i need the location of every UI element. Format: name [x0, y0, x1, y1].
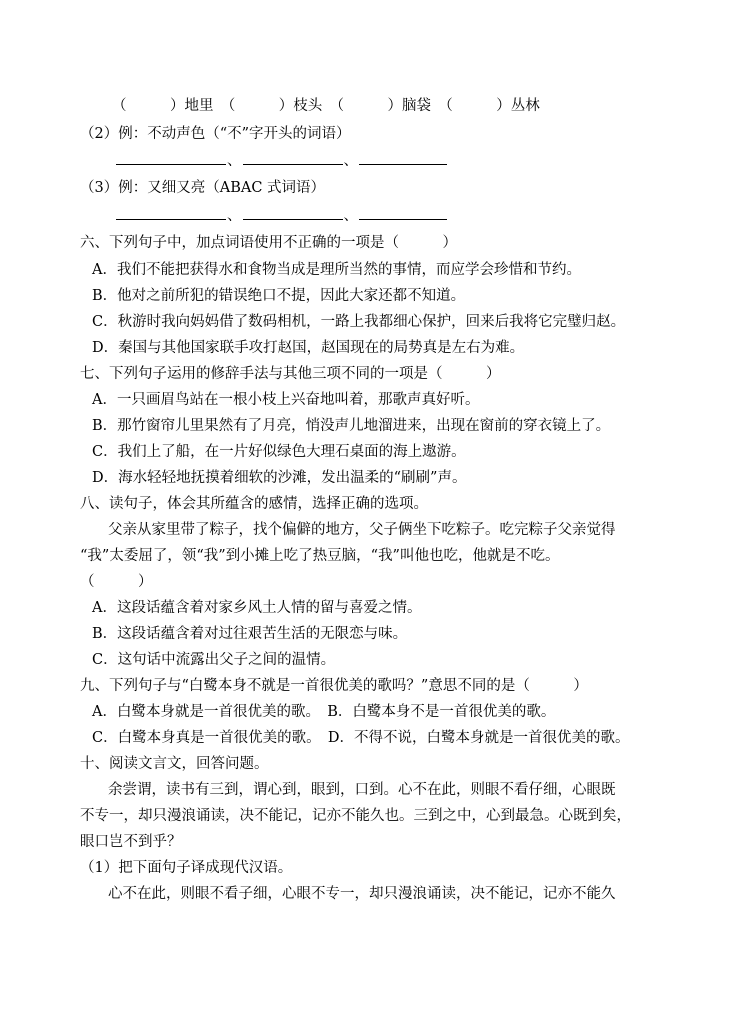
q9-stem: 九、下列句子与“白鹭本身不就是一首很优美的歌吗？”意思不同的是（ ）: [80, 678, 588, 694]
q8-option-a: A．这段话蕴含着对家乡风土人情的留与喜爱之情。: [92, 600, 422, 616]
q8-option-c: C．这句话中流露出父子之间的温情。: [92, 652, 336, 668]
answer-blank[interactable]: [116, 150, 226, 165]
q5-sub2-blanks: [116, 150, 447, 171]
q5-sub2-label: （2）例：不动声色（“不”字开头的词语）: [80, 126, 351, 142]
answer-blank[interactable]: [243, 205, 343, 220]
answer-blank[interactable]: [116, 205, 226, 220]
blank-separator: 、: [343, 208, 358, 224]
q10-passage-line1: 余尝谓，读书有三到，谓心到，眼到，口到。心不在此，则眼不看仔细，心眼既: [108, 782, 616, 798]
q10-stem: 十、阅读文言文，回答问题。: [80, 756, 269, 772]
q8-stem: 八、读句子，体会其所蕴含的感情，选择正确的选项。: [80, 496, 428, 512]
q10-passage-line2: 不专一，却只漫浪诵读，决不能记，记亦不能久也。三到之中，心到最急。心既到矣，: [80, 808, 631, 824]
answer-blank[interactable]: [359, 150, 447, 165]
q8-answer-paren: （ ）: [80, 574, 153, 590]
blank-separator: 、: [227, 153, 242, 169]
q7-stem: 七、下列句子运用的修辞手法与其他三项不同的一项是（ ）: [80, 366, 501, 382]
q7-option-d: D．海水轻轻地抚摸着细软的沙滩，发出温柔的“刷刷”声。: [92, 470, 467, 486]
q10-sub1-label: （1）把下面句子译成现代汉语。: [80, 860, 293, 876]
q6-option-d: D．秦国与其他国家联手攻打赵国，赵国现在的局势真是左右为难。: [92, 340, 525, 356]
q5-blanks-line: （ ）地里 （ ）枝头 （ ）脑袋 （ ）丛林: [112, 98, 540, 114]
q9-options-cd: C．白鹭本身真是一首很优美的歌。 D．不得不说，白鹭本身就是一首很优美的歌。: [92, 730, 630, 746]
q5-sub3-blanks: [116, 205, 447, 226]
q7-option-b: B．那竹窗帘儿里果然有了月亮，悄没声儿地溜进来，出现在窗前的穿衣镜上了。: [92, 418, 611, 434]
blank-separator: 、: [227, 208, 242, 224]
q5-sub3-label: （3）例：又细又亮（ABAC 式词语）: [80, 180, 326, 196]
q7-option-a: A．一只画眉鸟站在一根小枝上兴奋地叫着，那歌声真好听。: [92, 392, 480, 408]
q8-passage-line2: “我”太委屈了，领“我”到小摊上吃了热豆脑，“我”叫他也吃，他就是不吃。: [80, 548, 560, 564]
q10-passage-line3: 眼口岂不到乎？: [80, 834, 182, 850]
q6-option-a: A．我们不能把获得水和食物当成是理所当然的事情，而应学会珍惜和节约。: [92, 262, 581, 278]
q8-passage-line1: 父亲从家里带了粽子，找个偏僻的地方，父子俩坐下吃粽子。吃完粽子父亲觉得: [108, 522, 616, 538]
blank-separator: 、: [343, 153, 358, 169]
q8-option-b: B．这段话蕴含着对过往艰苦生活的无限恋与味。: [92, 626, 408, 642]
q7-option-c: C．我们上了船，在一片好似绿色大理石桌面的海上遨游。: [92, 444, 466, 460]
q10-sub1-sentence: 心不在此，则眼不看子细，心眼不专一，却只漫浪诵读，决不能记，记亦不能久: [108, 886, 616, 902]
q9-options-ab: A．白鹭本身就是一首很优美的歌。 B．白鹭本身不是一首很优美的歌。: [92, 704, 556, 720]
answer-blank[interactable]: [243, 150, 343, 165]
answer-blank[interactable]: [359, 205, 447, 220]
q6-option-b: B．他对之前所犯的错误绝口不提，因此大家还都不知道。: [92, 288, 466, 304]
q6-stem: 六、下列句子中，加点词语使用不正确的一项是（ ）: [80, 235, 457, 251]
q6-option-c: C．秋游时我向妈妈借了数码相机，一路上我都细心保护，回来后我将它完璧归赵。: [92, 314, 626, 330]
